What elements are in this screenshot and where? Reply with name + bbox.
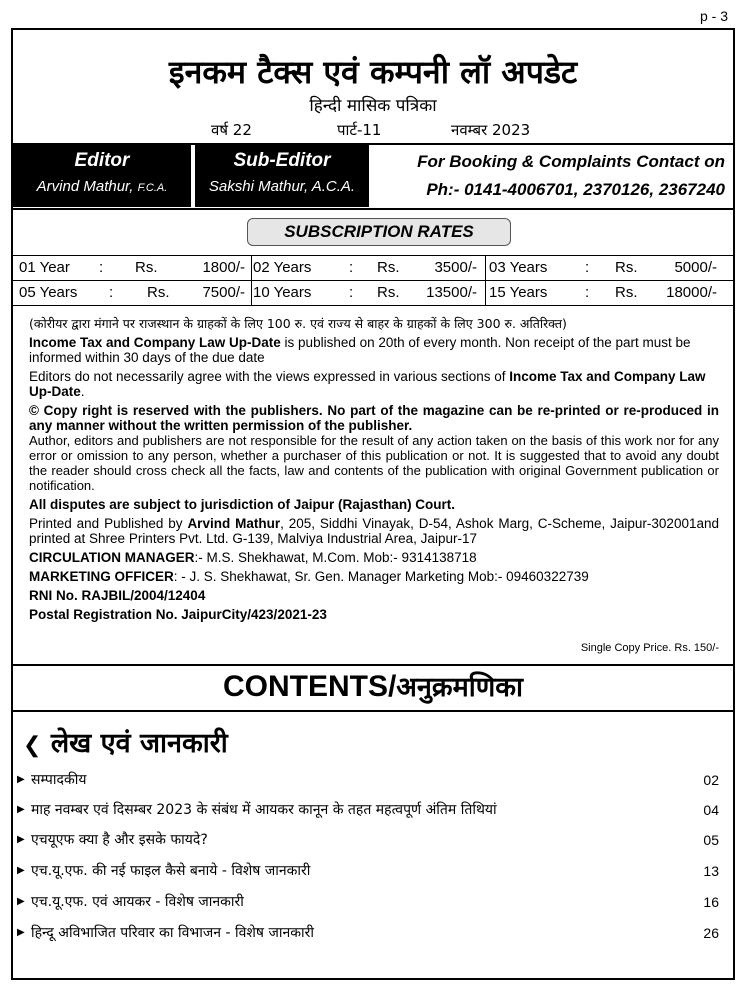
issue-part: पार्ट-11 <box>337 121 382 139</box>
issue-month: नवम्बर 2023 <box>451 121 531 139</box>
contact-phones: Ph:- 0141-4006701, 2370126, 2367240 <box>426 180 725 199</box>
divider <box>13 664 733 666</box>
issue-year: वर्ष 22 <box>211 121 252 139</box>
page-ref: 13 <box>703 863 719 879</box>
subscription-table <box>13 255 733 306</box>
copyright-notice: © Copy right is reserved with the publishers. No part of the magazine can be re-printed or re-produced in any manner without the written permission of the publisher. <box>29 403 719 433</box>
circulation-manager: CIRCULATION MANAGER:- M.S. Shekhawat, M.Com. Mob:- 9314138718 <box>29 550 477 565</box>
page-frame <box>11 28 735 980</box>
column-divider <box>485 255 486 305</box>
sub-editor-role: Sub-Editor <box>233 150 331 171</box>
divider <box>13 208 733 210</box>
rate-cell: 02 Years : Rs. 3500/- <box>253 259 477 276</box>
bullet-arrow-icon: ▶ <box>17 834 25 845</box>
postal-registration: Postal Registration No. JaipurCity/423/2021-23 <box>29 607 327 622</box>
toc-item[interactable]: ▶ सम्पादकीय 02 <box>17 772 719 788</box>
page-ref: 26 <box>703 925 719 941</box>
bullet-arrow-icon: ▶ <box>17 774 25 785</box>
publication-info <box>29 316 719 626</box>
single-copy-price: Single Copy Price. Rs. 150/- <box>580 642 719 654</box>
printer-info: Printed and Published by Arvind Mathur, 205, Siddhi Vinayak, D-54, Ashok Marg, C-Scheme, Jaipur-302001and printed at Shree Printers Pvt. Ltd. G-139, Malviya Industrial Area, Jaipur-17 <box>29 516 719 546</box>
editors-note: Editors do not necessarily agree with the views expressed in various sections of Income Tax and Company Law Up-Date. <box>29 369 706 399</box>
editor-role: Editor <box>74 150 130 171</box>
editor-box <box>13 145 191 207</box>
table-row <box>13 255 733 281</box>
courier-note: (कोरीयर द्वारा मंगाने पर राजस्थान के ग्राहकों के लिए 100 रु. एवं राज्य से बाहर के ग्राहकों के लिए 300 रु. अतिरिक्त) <box>29 316 567 331</box>
toc-item[interactable]: ▶ एचयूएफ क्या है और इसके फायदे? 05 <box>17 832 719 848</box>
bullet-arrow-icon: ▶ <box>17 804 25 815</box>
bullet-arrow-icon: ▶ <box>17 896 25 907</box>
publication-schedule: Income Tax and Company Law Up-Date is published on 20th of every month. Non receipt of the part must be informed within 30 days of the due date <box>29 335 691 365</box>
page-ref: 02 <box>703 772 719 788</box>
section-heading: ❮ लेख एवं जानकारी <box>23 728 228 759</box>
rate-cell: 05 Years : Rs. 7500/- <box>19 284 245 301</box>
toc-item[interactable]: ▶ हिन्दू अविभाजित परिवार का विभाजन - विशेष जानकारी 26 <box>17 925 719 941</box>
rate-cell: 03 Years : Rs. 5000/- <box>489 259 717 276</box>
chevron-left-icon: ❮ <box>23 733 42 758</box>
rni-number: RNI No. RAJBIL/2004/12404 <box>29 588 206 603</box>
divider <box>13 710 733 712</box>
contact-line-1: For Booking & Complaints Contact on <box>417 152 725 171</box>
page-ref: 05 <box>703 832 719 848</box>
page-number: p - 3 <box>699 8 728 24</box>
rate-cell: 10 Years : Rs. 13500/- <box>253 284 477 301</box>
toc-item[interactable]: ▶ माह नवम्बर एवं दिसम्बर 2023 के संबंध में आयकर कानून के तहत महत्वपूर्ण अंतिम तिथियां 04 <box>17 802 719 818</box>
disclaimer: Author, editors and publishers are not responsible for the result of any action taken on the basis of this work nor for any error or omission to any person, whether a purchaser of this publication or not. It is suggested that to avoid any doubt the reader should cross check all the facts, law and contents of the publication with original Government publication or notification. <box>29 433 719 493</box>
bullet-arrow-icon: ▶ <box>17 865 25 876</box>
column-divider <box>251 255 252 305</box>
jurisdiction: All disputes are subject to jurisdiction of Jaipur (Rajasthan) Court. <box>29 497 456 512</box>
magazine-subtitle: हिन्दी मासिक पत्रिका <box>309 96 437 116</box>
marketing-officer: MARKETING OFFICER: - J. S. Shekhawat, Sr. Gen. Manager Marketing Mob:- 09460322739 <box>29 569 589 584</box>
rate-cell: 01 Year : Rs. 1800/- <box>19 259 245 276</box>
sub-editor-box <box>195 145 369 207</box>
editor-name: Arvind Mathur, F.C.A. <box>36 178 168 195</box>
contents-heading: CONTENTS/अनुक्रमणिका <box>222 670 524 703</box>
rate-cell: 15 Years : Rs. 18000/- <box>489 284 717 301</box>
page-ref: 04 <box>703 802 719 818</box>
subscription-heading: SUBSCRIPTION RATES <box>247 218 511 246</box>
page-ref: 16 <box>703 894 719 910</box>
table-row <box>13 281 733 306</box>
magazine-title: इनकम टैक्स एवं कम्पनी लॉ अपडेट <box>168 53 578 91</box>
sub-editor-name: Sakshi Mathur, A.C.A. <box>208 178 356 195</box>
bullet-arrow-icon: ▶ <box>17 927 25 938</box>
toc-item[interactable]: ▶ एच.यू.एफ. की नई फाइल कैसे बनाये - विशेष जानकारी 13 <box>17 863 719 879</box>
contact-info <box>370 145 725 204</box>
toc-item[interactable]: ▶ एच.यू.एफ. एवं आयकर - विशेष जानकारी 16 <box>17 894 719 910</box>
